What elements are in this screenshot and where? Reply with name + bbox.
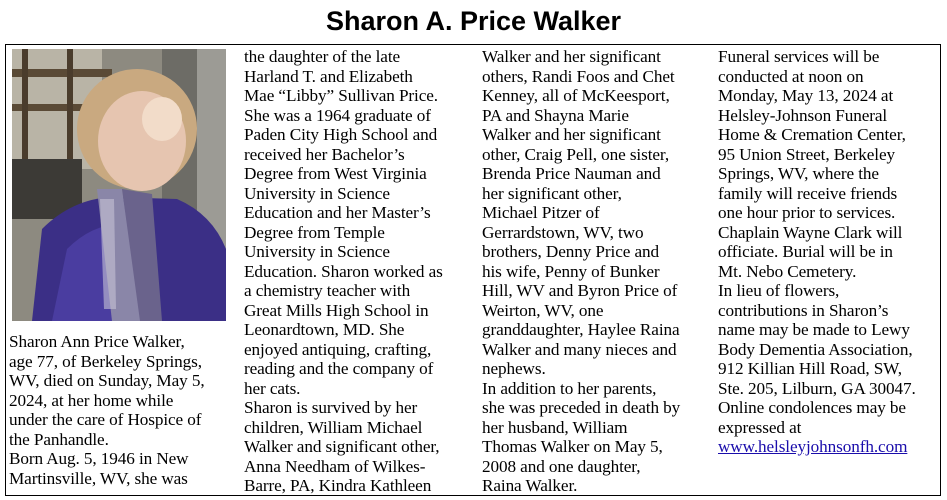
text-line: Mt. Nebo Cemetery. <box>718 261 857 281</box>
text-line: 95 Union Street, Berkeley <box>718 144 895 164</box>
text-line: Walker and significant other, <box>244 437 440 456</box>
column-2 <box>244 47 443 496</box>
text-line: a chemistry teacher with <box>244 281 411 300</box>
text-line: Degree from West Virginia <box>244 164 427 183</box>
text-line: Weirton, WV, one <box>482 300 604 320</box>
column-1 <box>9 332 205 488</box>
text-line: one hour prior to services. <box>718 203 896 222</box>
obituary-box <box>5 44 941 496</box>
text-line: expressed at <box>718 417 802 437</box>
column-3 <box>482 47 680 496</box>
text-line: Thomas Walker on May 5, <box>482 437 663 456</box>
text-line: others, Randi Foos and Chet <box>482 66 675 86</box>
text-line: Walker and many nieces and <box>482 339 677 359</box>
text-line: granddaughter, Haylee Raina <box>482 320 680 339</box>
text-line: Michael Pitzer of <box>482 203 600 222</box>
text-line: University in Science <box>244 183 390 203</box>
text-line: Ste. 205, Lilburn, GA 30047. <box>718 378 916 398</box>
text-line: the daughter of the late <box>244 47 401 66</box>
text-line: Leonardtown, MD. She <box>244 320 405 339</box>
column-4 <box>718 47 916 457</box>
text-line: 912 Killian Hill Road, SW, <box>718 359 902 378</box>
portrait-photo <box>12 49 226 321</box>
text-line: Harland T. and Elizabeth <box>244 66 413 86</box>
text-line: Anna Needham of Wilkes- <box>244 456 426 476</box>
text-line: Funeral services will be <box>718 47 880 66</box>
text-line: her significant other, <box>482 183 622 203</box>
text-line: University in Science <box>244 242 390 261</box>
text-line: Home & Cremation Center, <box>718 125 906 144</box>
text-line: brothers, Denny Price and <box>482 242 659 261</box>
website-link[interactable]: www.helsleyjohnsonfh.com <box>718 437 908 456</box>
text-line: In lieu of flowers, <box>718 281 840 300</box>
text-line: family will receive friends <box>718 183 898 203</box>
text-line: Great Mills High School in <box>244 300 429 320</box>
text-line: children, William Michael <box>244 417 423 437</box>
text-line: Chaplain Wayne Clark will <box>718 222 903 242</box>
text-line: Springs, WV, where the <box>718 164 879 183</box>
text-line: Brenda Price Nauman and <box>482 164 661 183</box>
text-line: name may be made to Lewy <box>718 320 910 339</box>
text-line: PA and Shayna Marie <box>482 105 629 125</box>
text-line: Sharon Ann Price Walker, <box>9 332 185 351</box>
text-line: 2008 and one daughter, <box>482 456 641 476</box>
text-line: Hill, WV and Byron Price of <box>482 281 678 300</box>
text-line: Sharon is survived by her <box>244 398 418 417</box>
text-line: conducted at noon on <box>718 66 864 86</box>
text-line: officiate. Burial will be in <box>718 242 893 261</box>
text-line: Helsley-Johnson Funeral <box>718 105 888 125</box>
text-line: her cats. <box>244 378 301 398</box>
text-line: the Panhandle. <box>9 429 109 449</box>
text-line: Barre, PA, Kindra Kathleen <box>244 476 432 495</box>
text-line: enjoyed antiquing, crafting, <box>244 339 432 359</box>
text-line: age 77, of Berkeley Springs, <box>9 351 202 371</box>
text-line: 2024, at her home while <box>9 390 174 410</box>
text-line: Martinsville, WV, she was <box>9 468 188 488</box>
text-line: his wife, Penny of Bunker <box>482 261 660 281</box>
text-line: contributions in Sharon’s <box>718 300 889 320</box>
text-line: Kenney, all of McKeesport, <box>482 86 670 105</box>
text-line: nephews. <box>482 359 546 378</box>
text-line: Walker and her significant <box>482 125 661 144</box>
text-line: under the care of Hospice of <box>9 410 202 429</box>
text-line: In addition to her parents, <box>482 378 657 398</box>
text-line: Paden City High School and <box>244 125 438 144</box>
text-line: Education and her Master’s <box>244 203 431 222</box>
text-line: Degree from Temple <box>244 222 385 242</box>
text-line: Monday, May 13, 2024 at <box>718 86 894 105</box>
text-line: other, Craig Pell, one sister, <box>482 144 670 164</box>
obituary-title: Sharon A. Price Walker <box>325 6 622 36</box>
text-line: her husband, William <box>482 417 628 437</box>
text-line: Body Dementia Association, <box>718 339 913 359</box>
text-line: Born Aug. 5, 1946 in New <box>9 449 189 468</box>
text-line: Online condolences may be <box>718 398 906 417</box>
text-line: She was a 1964 graduate of <box>244 105 431 125</box>
text-line: WV, died on Sunday, May 5, <box>9 371 205 390</box>
text-line: Mae “Libby” Sullivan Price. <box>244 86 438 105</box>
text-line: Walker and her significant <box>482 47 661 66</box>
text-line: received her Bachelor’s <box>244 144 405 164</box>
text-line: Education. Sharon worked as <box>244 261 443 281</box>
text-line: reading and the company of <box>244 359 434 378</box>
text-line: Raina Walker. <box>482 476 578 495</box>
text-line: Gerrardstown, WV, two <box>482 222 644 242</box>
text-line: she was preceded in death by <box>482 398 681 417</box>
